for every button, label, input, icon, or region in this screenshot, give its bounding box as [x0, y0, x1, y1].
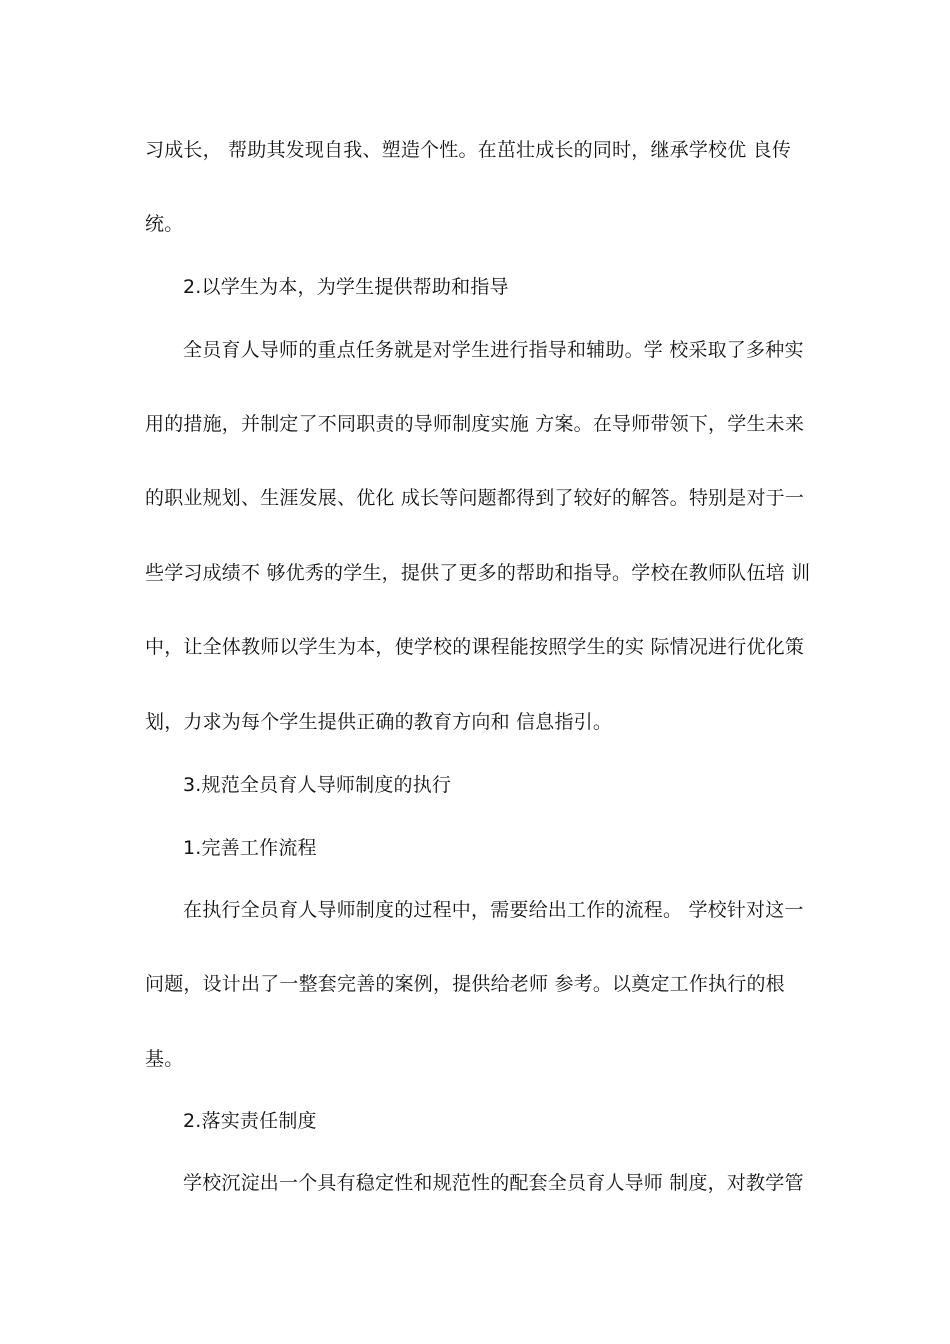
body-text-line: 学校沉淀出一个具有稳定性和规范性的配套全员育人导师 制度，对教学管: [183, 1172, 804, 1194]
section-heading: 2.以学生为本，为学生提供帮助和指导: [183, 276, 509, 298]
body-text-line: 习成长， 帮助其发现自我、塑造个性。在茁壮成长的同时，继承学校优 良传: [145, 139, 792, 161]
subsection-heading: 1.完善工作流程: [183, 837, 317, 859]
body-text-line: 全员育人导师的重点任务就是对学生进行指导和辅助。学 校采取了多种实: [183, 339, 804, 361]
section-heading: 3.规范全员育人导师制度的执行: [183, 774, 452, 796]
body-text-line: 在执行全员育人导师制度的过程中，需要给出工作的流程。 学校针对这一: [183, 899, 804, 921]
body-text-line: 中，让全体教师以学生为本，使学校的课程能按照学生的实 际情况进行优化策: [145, 636, 805, 658]
body-text-line: 基。: [145, 1048, 184, 1070]
body-text-line: 问题，设计出了一整套完善的案例，提供给老师 参考。以奠定工作执行的根: [145, 973, 785, 995]
body-text-line: 些学习成绩不 够优秀的学生，提供了更多的帮助和指导。学校在教师队伍培 训: [145, 562, 811, 584]
body-text-line: 统。: [145, 213, 184, 235]
body-text-line: 用的措施，并制定了不同职责的导师制度实施 方案。在导师带领下，学生未来: [145, 413, 805, 435]
body-text-line: 划，力求为每个学生提供正确的教育方向和 信息指引。: [145, 711, 613, 733]
body-text-line: 的职业规划、生涯发展、优化 成长等问题都得到了较好的解答。特别是对于一: [145, 487, 805, 509]
subsection-heading: 2.落实责任制度: [183, 1110, 317, 1132]
